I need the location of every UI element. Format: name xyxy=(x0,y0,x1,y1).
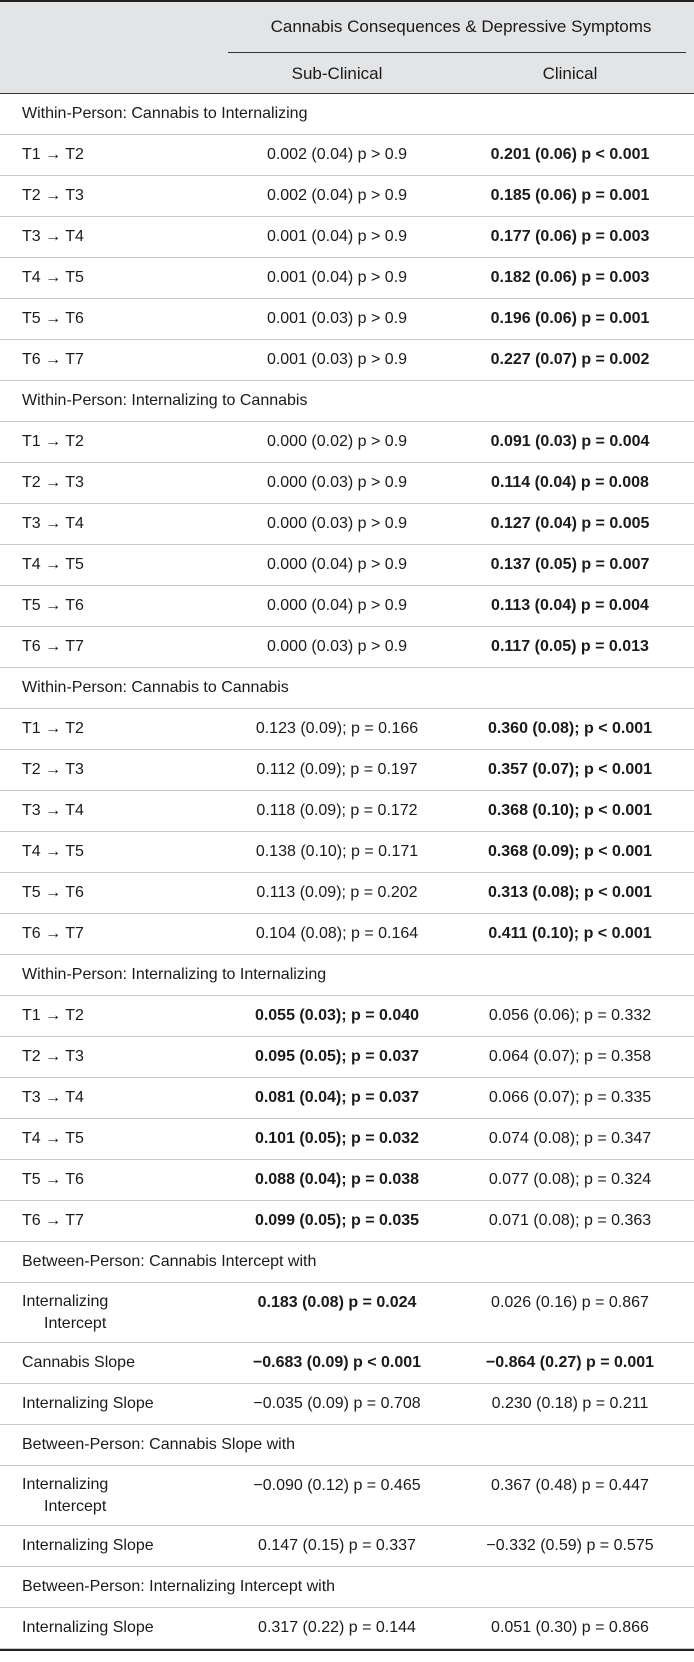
table-header xyxy=(0,0,694,94)
cell-sub-clinical: 0.104 (0.08); p = 0.164 xyxy=(255,925,419,942)
table-row xyxy=(0,1078,694,1119)
cell-sub-clinical: 0.001 (0.03) p > 0.9 xyxy=(266,351,408,368)
row-label: T1 → T2 xyxy=(22,146,84,163)
cell-sub-clinical: 0.101 (0.05); p = 0.032 xyxy=(254,1130,420,1147)
row-label: T3 → T4 xyxy=(22,802,84,819)
section-label: Between-Person: Cannabis Slope with xyxy=(22,1436,296,1453)
row-label: T5 → T6 xyxy=(22,310,84,327)
row-label: T6 → T7 xyxy=(22,925,84,942)
cell-clinical: 0.368 (0.09); p < 0.001 xyxy=(487,843,653,860)
section-row xyxy=(0,955,694,996)
row-label: T1 → T2 xyxy=(22,720,84,737)
row-label: T3 → T4 xyxy=(22,515,84,532)
cell-clinical: 0.064 (0.07); p = 0.358 xyxy=(488,1048,652,1065)
row-label: T3 → T4 xyxy=(22,1089,84,1106)
cell-sub-clinical: 0.095 (0.05); p = 0.037 xyxy=(254,1048,420,1065)
cell-clinical: 0.201 (0.06) p < 0.001 xyxy=(490,146,650,163)
cell-clinical: 0.077 (0.08); p = 0.324 xyxy=(488,1171,652,1188)
table-row xyxy=(0,996,694,1037)
row-label: T1 → T2 xyxy=(22,433,84,450)
cell-clinical: 0.185 (0.06) p = 0.001 xyxy=(490,187,650,204)
cell-sub-clinical: −0.035 (0.09) p = 0.708 xyxy=(253,1395,421,1412)
section-row xyxy=(0,94,694,135)
column-header-clinical: Clinical xyxy=(542,64,598,83)
row-label: Internalizing Slope xyxy=(22,1537,154,1554)
cell-clinical: 0.114 (0.04) p = 0.008 xyxy=(491,474,649,491)
cell-clinical: 0.196 (0.06) p = 0.001 xyxy=(490,310,650,327)
row-label-line1: Internalizing xyxy=(22,1293,109,1310)
table-row xyxy=(0,299,694,340)
cell-sub-clinical: 0.001 (0.04) p > 0.9 xyxy=(266,269,408,286)
cell-clinical: 0.026 (0.16) p = 0.867 xyxy=(491,1294,649,1311)
cell-sub-clinical: 0.099 (0.05); p = 0.035 xyxy=(254,1212,420,1229)
table-row xyxy=(0,340,694,381)
table-row xyxy=(0,1037,694,1078)
cell-clinical: −0.332 (0.59) p = 0.575 xyxy=(486,1537,654,1554)
section-row xyxy=(0,1425,694,1466)
section-label: Within-Person: Internalizing to Cannabis xyxy=(22,392,308,409)
table-row xyxy=(0,791,694,832)
cell-sub-clinical: 0.000 (0.04) p > 0.9 xyxy=(266,556,408,573)
cell-sub-clinical: 0.118 (0.09); p = 0.172 xyxy=(256,802,418,819)
cell-clinical: −0.864 (0.27) p = 0.001 xyxy=(485,1354,655,1371)
row-label-line2: Intercept xyxy=(44,1498,107,1515)
table-row xyxy=(0,914,694,955)
row-label: Internalizing Slope xyxy=(22,1619,154,1636)
row-label xyxy=(22,1291,108,1335)
row-label: T2 → T3 xyxy=(22,1048,84,1065)
cell-clinical: 0.113 (0.04) p = 0.004 xyxy=(491,597,649,614)
cell-sub-clinical: 0.317 (0.22) p = 0.144 xyxy=(258,1619,416,1636)
table-row xyxy=(0,1466,694,1526)
column-group-header: Cannabis Consequences & Depressive Symptoms xyxy=(270,17,652,36)
table-row xyxy=(0,709,694,750)
row-label: T2 → T3 xyxy=(22,474,84,491)
cell-clinical: 0.117 (0.05) p = 0.013 xyxy=(491,638,649,655)
table-row xyxy=(0,422,694,463)
table-row xyxy=(0,1526,694,1567)
cell-sub-clinical: 0.112 (0.09); p = 0.197 xyxy=(256,761,418,778)
row-label: T3 → T4 xyxy=(22,228,84,245)
cell-clinical: 0.091 (0.03) p = 0.004 xyxy=(490,433,650,450)
cell-clinical: 0.051 (0.30) p = 0.866 xyxy=(491,1619,649,1636)
row-label: T2 → T3 xyxy=(22,761,84,778)
cell-sub-clinical: 0.183 (0.08) p = 0.024 xyxy=(257,1294,417,1311)
table-row xyxy=(0,463,694,504)
section-label: Within-Person: Internalizing to Internalizing xyxy=(22,966,327,983)
section-row xyxy=(0,381,694,422)
row-label: T1 → T2 xyxy=(22,1007,84,1024)
row-label-line1: Internalizing xyxy=(22,1476,109,1493)
row-label: T4 → T5 xyxy=(22,843,84,860)
cell-clinical: 0.357 (0.07); p < 0.001 xyxy=(487,761,653,778)
table-row xyxy=(0,1608,694,1649)
table-bottom-rule xyxy=(0,1649,694,1651)
cell-clinical: 0.127 (0.04) p = 0.005 xyxy=(490,515,650,532)
cell-sub-clinical: 0.055 (0.03); p = 0.040 xyxy=(254,1007,420,1024)
cell-clinical: 0.066 (0.07); p = 0.335 xyxy=(488,1089,652,1106)
table-row xyxy=(0,176,694,217)
section-row xyxy=(0,1567,694,1608)
row-label: Cannabis Slope xyxy=(22,1354,135,1371)
row-label xyxy=(22,1474,108,1518)
cell-sub-clinical: 0.001 (0.04) p > 0.9 xyxy=(266,228,408,245)
section-label: Within-Person: Cannabis to Internalizing xyxy=(22,105,308,122)
table-row xyxy=(0,627,694,668)
cell-sub-clinical: 0.000 (0.02) p > 0.9 xyxy=(266,433,408,450)
cell-sub-clinical: 0.001 (0.03) p > 0.9 xyxy=(266,310,408,327)
cell-sub-clinical: −0.683 (0.09) p < 0.001 xyxy=(252,1354,422,1371)
row-label: T5 → T6 xyxy=(22,884,84,901)
cell-sub-clinical: 0.138 (0.10); p = 0.171 xyxy=(255,843,419,860)
cell-sub-clinical: 0.088 (0.04); p = 0.038 xyxy=(254,1171,420,1188)
row-label: T6 → T7 xyxy=(22,351,84,368)
table-row xyxy=(0,832,694,873)
table-row xyxy=(0,135,694,176)
cell-sub-clinical: 0.000 (0.03) p > 0.9 xyxy=(266,515,408,532)
cell-clinical: 0.056 (0.06); p = 0.332 xyxy=(488,1007,652,1024)
cell-clinical: 0.177 (0.06) p = 0.003 xyxy=(490,228,650,245)
row-label: T5 → T6 xyxy=(22,597,84,614)
row-label: T5 → T6 xyxy=(22,1171,84,1188)
row-label: T4 → T5 xyxy=(22,556,84,573)
cell-sub-clinical: 0.000 (0.03) p > 0.9 xyxy=(266,638,408,655)
section-label: Between-Person: Cannabis Intercept with xyxy=(22,1253,317,1270)
cell-clinical: 0.230 (0.18) p = 0.211 xyxy=(491,1395,649,1412)
table-row xyxy=(0,1384,694,1425)
section-row xyxy=(0,668,694,709)
row-label: T2 → T3 xyxy=(22,187,84,204)
cell-clinical: 0.313 (0.08); p < 0.001 xyxy=(487,884,653,901)
section-label: Between-Person: Internalizing Intercept with xyxy=(22,1578,336,1595)
cell-sub-clinical: 0.002 (0.04) p > 0.9 xyxy=(266,187,408,204)
table-row xyxy=(0,750,694,791)
cell-sub-clinical: 0.113 (0.09); p = 0.202 xyxy=(256,884,418,901)
cell-clinical: 0.367 (0.48) p = 0.447 xyxy=(491,1477,649,1494)
section-label: Within-Person: Cannabis to Cannabis xyxy=(22,679,289,696)
column-header-sub-clinical: Sub-Clinical xyxy=(291,64,383,83)
row-label: Internalizing Slope xyxy=(22,1395,154,1412)
cell-clinical: 0.411 (0.10); p < 0.001 xyxy=(488,925,652,942)
cell-clinical: 0.360 (0.08); p < 0.001 xyxy=(487,720,653,737)
table-body xyxy=(0,94,694,1649)
table-row xyxy=(0,586,694,627)
cell-sub-clinical: 0.081 (0.04); p = 0.037 xyxy=(254,1089,420,1106)
cell-sub-clinical: 0.000 (0.03) p > 0.9 xyxy=(266,474,408,491)
cell-clinical: 0.137 (0.05) p = 0.007 xyxy=(490,556,650,573)
table-row xyxy=(0,1119,694,1160)
cell-sub-clinical: −0.090 (0.12) p = 0.465 xyxy=(253,1477,421,1494)
cell-clinical: 0.227 (0.07) p = 0.002 xyxy=(490,351,650,368)
cell-sub-clinical: 0.000 (0.04) p > 0.9 xyxy=(266,597,408,614)
table-row xyxy=(0,1201,694,1242)
cell-clinical: 0.071 (0.08); p = 0.363 xyxy=(488,1212,652,1229)
table-row xyxy=(0,1283,694,1343)
table-row xyxy=(0,1343,694,1384)
row-label: T4 → T5 xyxy=(22,269,84,286)
row-label: T6 → T7 xyxy=(22,1212,84,1229)
cell-sub-clinical: 0.123 (0.09); p = 0.166 xyxy=(255,720,419,737)
row-label: T4 → T5 xyxy=(22,1130,84,1147)
cell-clinical: 0.182 (0.06) p = 0.003 xyxy=(490,269,650,286)
cell-clinical: 0.368 (0.10); p < 0.001 xyxy=(487,802,653,819)
cell-sub-clinical: 0.147 (0.15) p = 0.337 xyxy=(258,1537,416,1554)
table-row xyxy=(0,873,694,914)
cell-sub-clinical: 0.002 (0.04) p > 0.9 xyxy=(266,146,408,163)
table-row xyxy=(0,258,694,299)
table-row xyxy=(0,217,694,258)
cell-clinical: 0.074 (0.08); p = 0.347 xyxy=(488,1130,652,1147)
row-label-line2: Intercept xyxy=(44,1315,107,1332)
table-row xyxy=(0,504,694,545)
table-row xyxy=(0,545,694,586)
section-row xyxy=(0,1242,694,1283)
table-row xyxy=(0,1160,694,1201)
row-label: T6 → T7 xyxy=(22,638,84,655)
